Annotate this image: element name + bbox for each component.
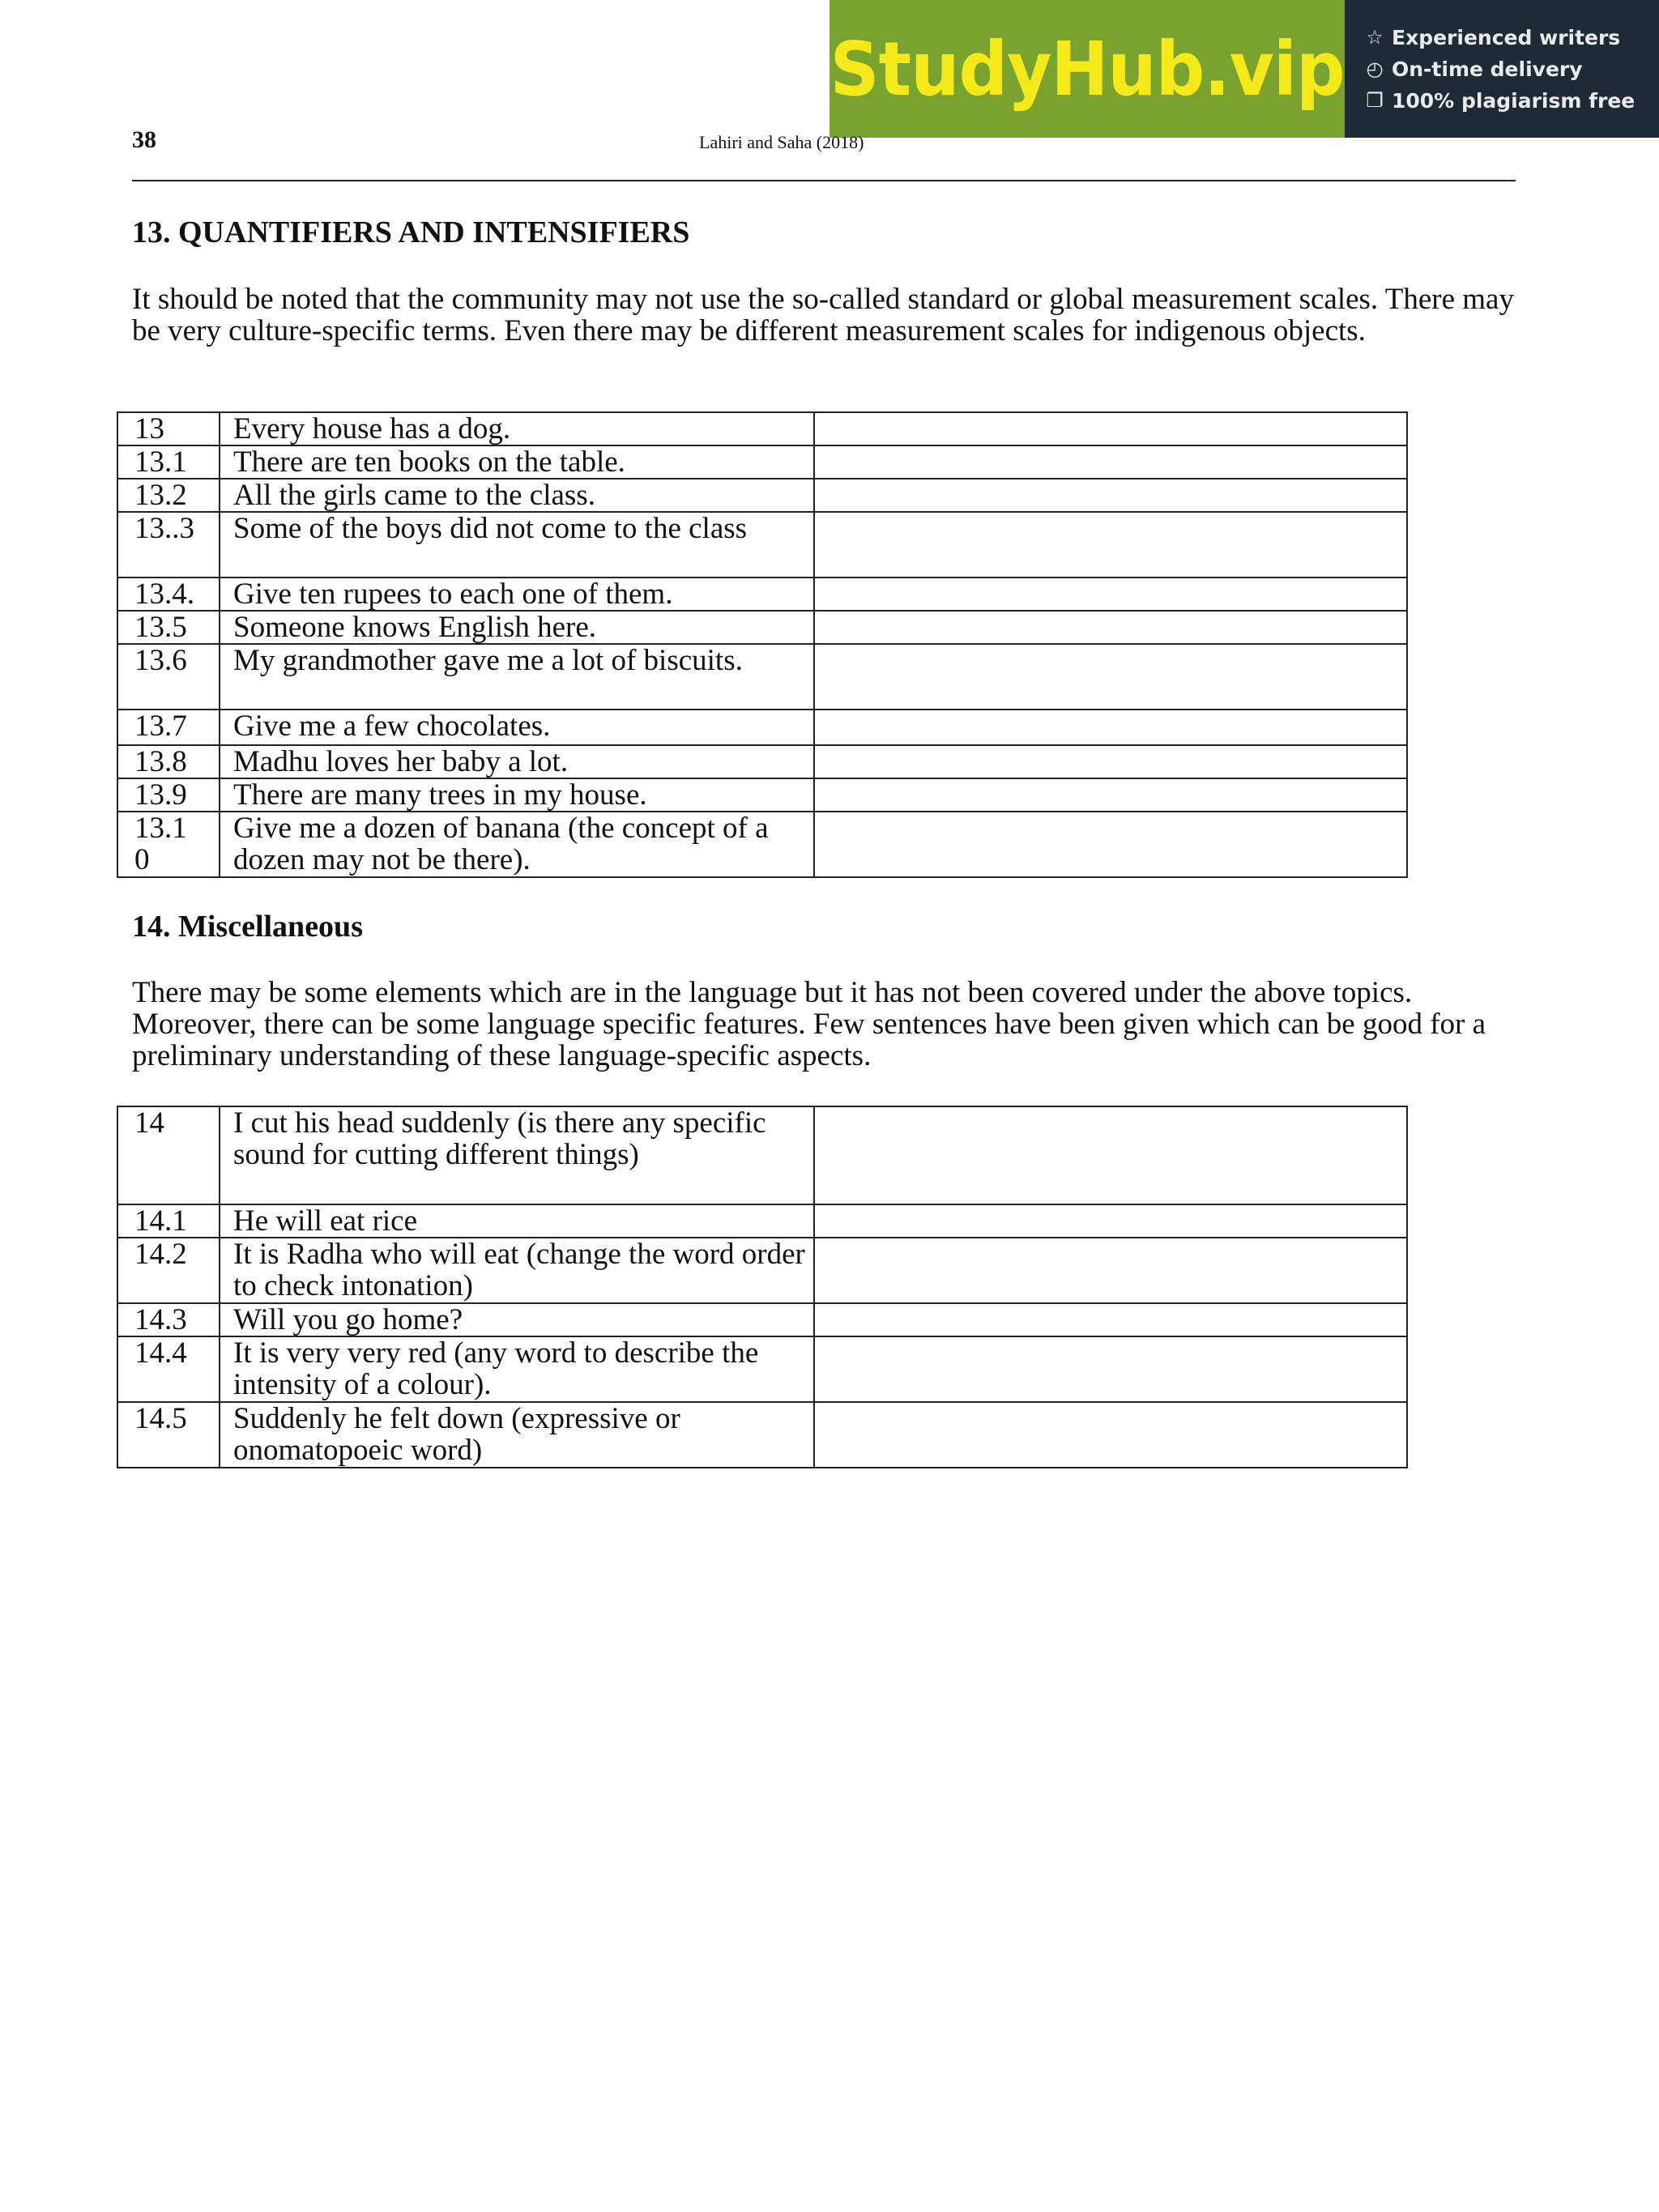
response-cell[interactable] bbox=[814, 1238, 1407, 1303]
row-sentence: All the girls came to the class. bbox=[220, 479, 814, 512]
running-title: Lahiri and Saha (2018) bbox=[699, 132, 864, 152]
row-number: 13.8 bbox=[117, 745, 220, 778]
row-sentence: I cut his head suddenly (is there any specific sound for cutting different things) bbox=[220, 1106, 814, 1204]
copy-document-icon: ❐ bbox=[1366, 89, 1384, 112]
response-cell[interactable] bbox=[814, 479, 1407, 512]
table-row bbox=[117, 1106, 1407, 1204]
table-row bbox=[117, 578, 1407, 611]
row-number: 13.2 bbox=[117, 479, 220, 512]
quantifiers-table bbox=[117, 411, 1408, 878]
table-row bbox=[117, 412, 1407, 445]
studyhub-logo: StudyHub.vip bbox=[830, 25, 1345, 113]
response-cell[interactable] bbox=[814, 578, 1407, 611]
row-sentence: Give me a few chocolates. bbox=[220, 710, 814, 745]
row-sentence: Give me a dozen of banana (the concept of a dozen may not be there). bbox=[220, 812, 814, 877]
star-outline-icon: ☆ bbox=[1366, 26, 1384, 49]
response-cell[interactable] bbox=[814, 1106, 1407, 1204]
table-row bbox=[117, 1336, 1407, 1402]
feature-label: Experienced writers bbox=[1392, 25, 1621, 49]
table-row bbox=[117, 1204, 1407, 1238]
row-number: 13.4. bbox=[117, 578, 220, 611]
response-cell[interactable] bbox=[814, 1336, 1407, 1402]
row-sentence: There are many trees in my house. bbox=[220, 778, 814, 812]
row-sentence: He will eat rice bbox=[220, 1204, 814, 1238]
table-row bbox=[117, 1402, 1407, 1468]
row-sentence: My grandmother gave me a lot of biscuits. bbox=[220, 644, 814, 710]
table-row bbox=[117, 1238, 1407, 1303]
row-number: 13.7 bbox=[117, 710, 220, 745]
response-cell[interactable] bbox=[814, 1402, 1407, 1468]
response-cell[interactable] bbox=[814, 710, 1407, 745]
section-paragraph-13: It should be noted that the community may not use the so-called standard or global measurement scales. There may be very culture-specific terms. Even there may be different measurement scales for indigenous objects. bbox=[132, 283, 1514, 347]
response-cell[interactable] bbox=[814, 445, 1407, 479]
row-number: 13.5 bbox=[117, 611, 220, 644]
miscellaneous-table bbox=[117, 1106, 1408, 1468]
table-row bbox=[117, 611, 1407, 644]
header-divider bbox=[132, 180, 1516, 181]
table-row bbox=[117, 445, 1407, 479]
feature-experienced-writers bbox=[1364, 26, 1659, 49]
row-sentence: Madhu loves her baby a lot. bbox=[220, 745, 814, 778]
table-row bbox=[117, 812, 1407, 877]
row-sentence: Suddenly he felt down (expressive or onomatopoeic word) bbox=[220, 1402, 814, 1468]
feature-label: On-time delivery bbox=[1392, 57, 1583, 81]
section-paragraph-14: There may be some elements which are in the language but it has not been covered under the above topics. Moreover, there can be some language specific features. Few sentences have been given which can be good for a preliminary understanding of these language-specific aspects. bbox=[132, 976, 1486, 1072]
row-number: 13.1 bbox=[117, 445, 220, 479]
response-cell[interactable] bbox=[814, 611, 1407, 644]
row-number: 14.3 bbox=[117, 1303, 220, 1336]
row-number: 14.4 bbox=[117, 1336, 220, 1402]
row-sentence: Give ten rupees to each one of them. bbox=[220, 578, 814, 611]
response-cell[interactable] bbox=[814, 778, 1407, 812]
response-cell[interactable] bbox=[814, 1303, 1407, 1336]
response-cell[interactable] bbox=[814, 812, 1407, 877]
response-cell[interactable] bbox=[814, 745, 1407, 778]
table-row bbox=[117, 644, 1407, 710]
studyhub-banner[interactable] bbox=[830, 0, 1659, 138]
row-number: 14 bbox=[117, 1106, 220, 1204]
row-number: 13.6 bbox=[117, 644, 220, 710]
response-cell[interactable] bbox=[814, 644, 1407, 710]
response-cell[interactable] bbox=[814, 512, 1407, 578]
feature-label: 100% plagiarism free bbox=[1392, 88, 1636, 113]
row-sentence: It is very very red (any word to describe the intensity of a colour). bbox=[220, 1336, 814, 1402]
section-heading-13: 13. QUANTIFIERS AND INTENSIFIERS bbox=[132, 215, 690, 249]
table-row bbox=[117, 778, 1407, 812]
row-number: 14.1 bbox=[117, 1204, 220, 1238]
section-heading-14: 14. Miscellaneous bbox=[132, 910, 363, 944]
table-row bbox=[117, 512, 1407, 578]
row-sentence: There are ten books on the table. bbox=[220, 445, 814, 479]
table-row bbox=[117, 1303, 1407, 1336]
feature-plagiarism-free bbox=[1364, 89, 1659, 113]
row-number: 13 bbox=[117, 412, 220, 445]
row-sentence: It is Radha who will eat (change the word order to check intonation) bbox=[220, 1238, 814, 1303]
row-sentence: Some of the boys did not come to the class bbox=[220, 512, 814, 578]
banner-logo-panel bbox=[830, 0, 1345, 138]
table-row bbox=[117, 479, 1407, 512]
banner-features bbox=[1345, 0, 1659, 138]
feature-on-time-delivery bbox=[1364, 58, 1659, 81]
row-number: 13..3 bbox=[117, 512, 220, 578]
page-number: 38 bbox=[132, 126, 156, 153]
table-row bbox=[117, 745, 1407, 778]
row-number: 13.10 bbox=[117, 812, 220, 877]
row-number: 14.2 bbox=[117, 1238, 220, 1303]
clock-icon: ◴ bbox=[1366, 58, 1384, 80]
row-number: 14.5 bbox=[117, 1402, 220, 1468]
row-sentence: Someone knows English here. bbox=[220, 611, 814, 644]
table-row bbox=[117, 710, 1407, 745]
row-sentence: Will you go home? bbox=[220, 1303, 814, 1336]
row-sentence: Every house has a dog. bbox=[220, 412, 814, 445]
row-number: 13.9 bbox=[117, 778, 220, 812]
response-cell[interactable] bbox=[814, 412, 1407, 445]
response-cell[interactable] bbox=[814, 1204, 1407, 1238]
